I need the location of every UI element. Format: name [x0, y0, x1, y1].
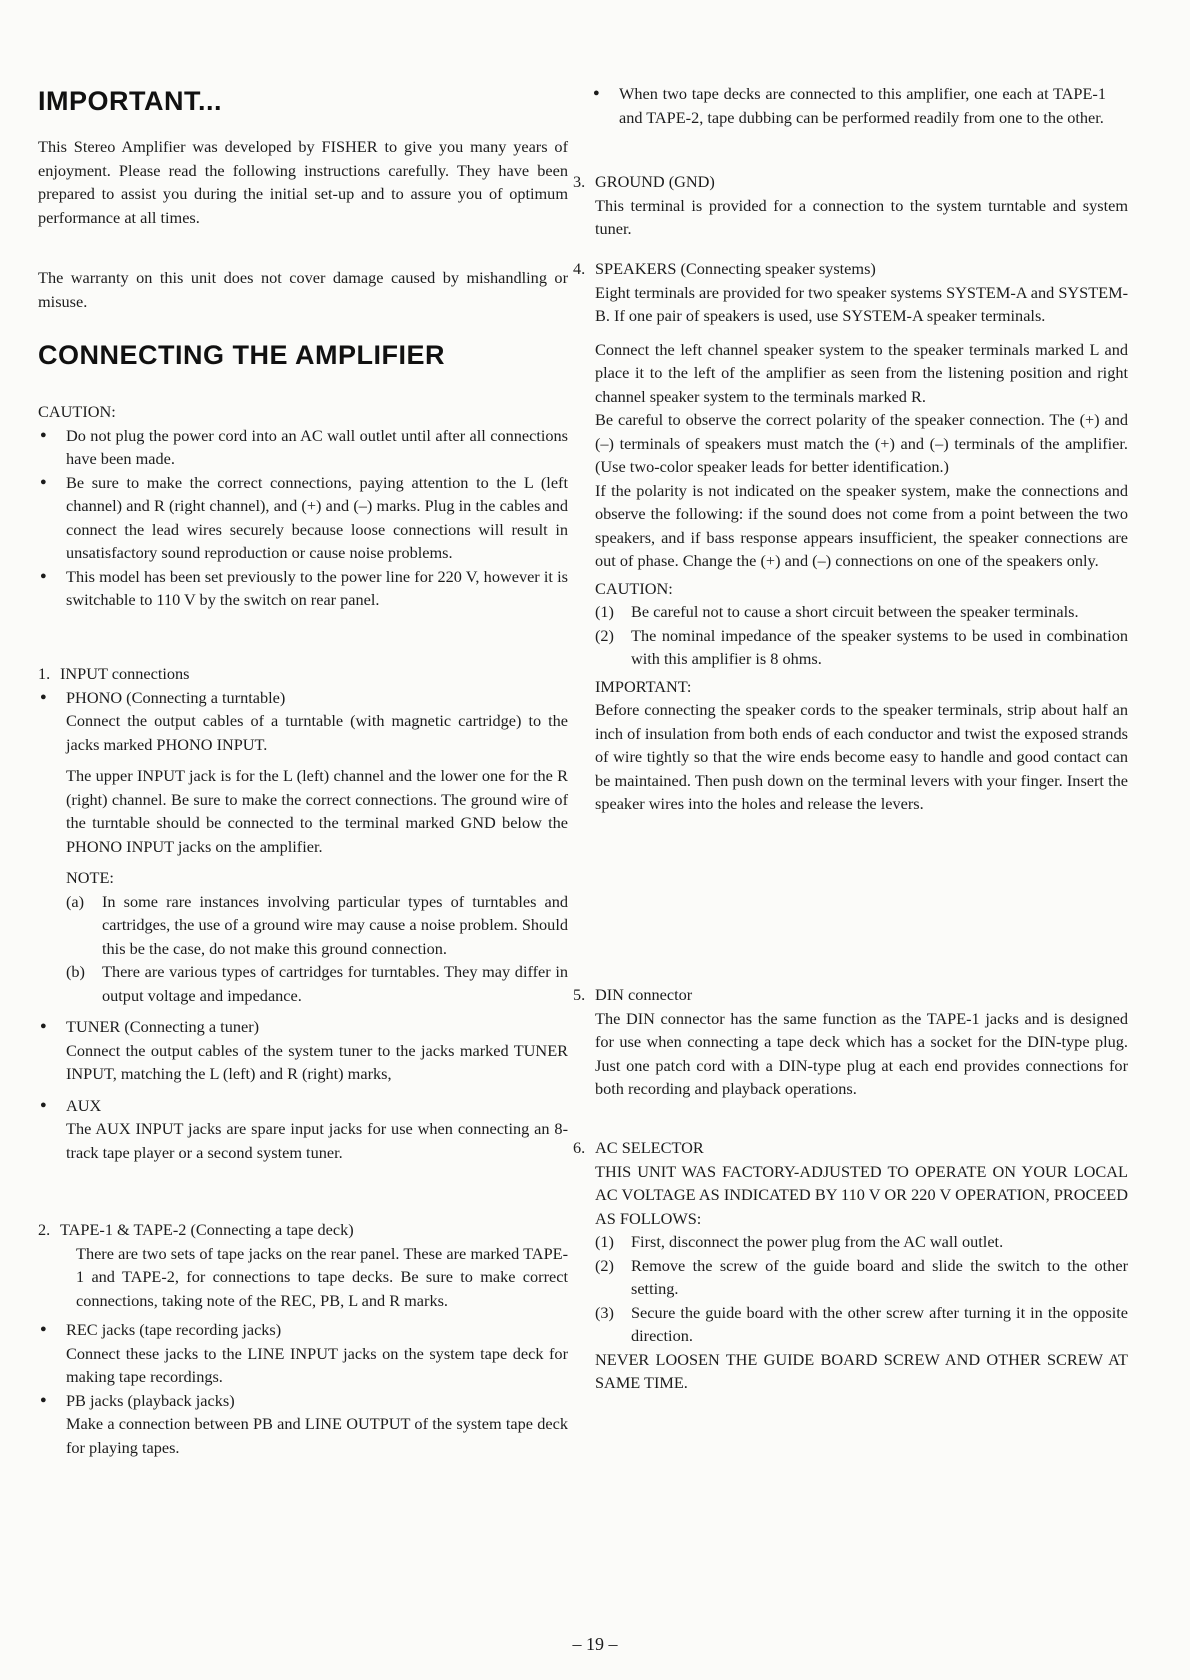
section-number: 3. — [573, 172, 586, 191]
din-text: The DIN connector has the same function as the TAPE-1 jacks and is designed for use when connecting a tape deck which has a socket for the DIN-type plug. Just one patch cord with a DIN-type plug at each end provides connections for both recording and playback operations. — [595, 1008, 1128, 1098]
ac-selector-section — [573, 1136, 1128, 1395]
ac-body — [573, 1160, 1128, 1395]
note-a: (a) In some rare instances involving particular types of turntables and cartridges, the use of a ground wire may cause a noise problem. Should this be the case, do not make this ground connection. — [66, 891, 568, 958]
caution-2-marker: (2) — [595, 625, 614, 645]
note-b-marker: (b) — [66, 962, 85, 981]
speakers-title-row: 4. SPEAKERS (Connecting speaker systems) — [573, 257, 1128, 281]
caution-label: CAUTION: — [38, 402, 116, 421]
caution-item: ● Do not plug the power cord into an AC wall outlet until after all connections have been made. — [38, 424, 568, 471]
dubbing-item: ● When two tape decks are connected to this amplifier, one each at TAPE-1 and TAPE-2, tape dubbing can be performed readily from one to the other. — [591, 82, 1106, 129]
phono-title: ● PHONO (Connecting a turntable) — [66, 687, 286, 707]
ac-step-1: (1) First, disconnect the power plug from the AC wall outlet. — [595, 1230, 1128, 1254]
caution-item: ● Be sure to make the correct connections, paying attention to the L (left channel) and R (right channel), and (+) and (–) marks. Plug in the cables and connect the lead wires securely because loose connections will result in unsatisfactory sound reproduction or cause noise problems. — [38, 471, 568, 565]
section-number: 5. — [573, 985, 586, 1004]
speakers-text-2: Connect the left channel speaker system to the speaker terminals marked L and place it to the left of the amplifier as seen from the listening position and right channel speaker system to the terminals marked R. — [595, 339, 1128, 406]
note-a-marker: (a) — [66, 891, 85, 911]
tape-text: There are two sets of tape jacks on the rear panel. These are marked TAPE-1 and TAPE-2, for connections to tape decks. Be sure to make correct connections, taking note of the REC, PB, L and R marks. — [76, 1243, 568, 1310]
warranty-paragraph: The warranty on this unit does not cover damage caused by mishandling or misuse. — [38, 268, 568, 311]
tuner-title: ● TUNER (Connecting a tuner) — [66, 1017, 260, 1036]
step-3-marker: (3) — [595, 1302, 614, 1322]
phono-text: Connect the output cables of a turntable (with magnetic cartridge) to the jacks marked PHONO INPUT. — [66, 711, 568, 754]
caution-item: ● This model has been set previously to the power line for 220 V, however it is switchable to 110 V by the switch on rear panel. — [38, 565, 568, 612]
speakers-caution-2: (2) The nominal impedance of the speaker systems to be used in combination with this amplifier is 8 ohms. — [595, 625, 1128, 668]
speakers-text-3: Be careful to observe the correct polarity of the speaker connection. The (+) and (–) terminals of speakers must match the (+) and (–) terminals of the amplifier. (Use two-color speaker leads for better identification.) — [595, 410, 1128, 476]
ground-title-row: 3. GROUND (GND) — [573, 170, 1128, 194]
ground-section — [573, 170, 1128, 241]
speakers-section — [573, 257, 1128, 816]
step-2-marker: (2) — [595, 1255, 614, 1275]
phono-item — [38, 686, 568, 1008]
aux-title: ● AUX — [66, 1095, 102, 1115]
section-number: 6. — [573, 1138, 586, 1157]
important-heading: IMPORTANT... — [38, 86, 222, 116]
ac-step-2: (2) Remove the screw of the guide board and slide the switch to the other setting. — [595, 1255, 1128, 1298]
ac-title-row: 6. AC SELECTOR — [573, 1136, 1128, 1160]
din-title-row: 5. DIN connector — [573, 983, 1128, 1007]
din-section — [573, 983, 1128, 1101]
speakers-important-text: Before connecting the speaker cords to the speaker terminals, strip about half an inch of insulation from both ends of each conductor and twist the exposed strands of wire tightly so that the wire ends become easy to handle and good contact can be maintained. Then push down on the terminal levers with your finger. Insert the speaker wires into the holes and release the levers. — [595, 700, 1128, 813]
ac-text: THIS UNIT WAS FACTORY-ADJUSTED TO OPERATE ON YOUR LOCAL AC VOLTAGE AS INDICATED BY 110 V OR 220 V OPERATION, PROCEED AS FOLLOWS: — [595, 1161, 1128, 1228]
caution-1-marker: (1) — [595, 602, 614, 621]
tape-title-row: 2. TAPE-1 & TAPE-2 (Connecting a tape deck) — [38, 1218, 568, 1242]
note-b: (b) There are various types of cartridges for turntables. They may differ in output voltage and impedance. — [66, 962, 568, 1005]
aux-item — [38, 1094, 568, 1165]
page-number: – 19 – — [572, 1634, 618, 1654]
rec-text: Connect these jacks to the LINE INPUT jacks on the system tape deck for making tape recordings. — [66, 1343, 568, 1386]
caution-section — [38, 400, 568, 612]
speakers-important-label: IMPORTANT: — [595, 676, 692, 696]
ground-text: This terminal is provided for a connection to the system turntable and system tuner. — [595, 195, 1128, 238]
ac-step-3: (3) Secure the guide board with the other screw after turning it in the opposite direction. — [595, 1302, 1128, 1345]
input-title: 1. INPUT connections — [38, 662, 568, 686]
ac-warning: NEVER LOOSEN THE GUIDE BOARD SCREW AND OTHER SCREW AT SAME TIME. — [595, 1349, 1128, 1392]
speakers-body — [573, 281, 1128, 816]
speakers-text-4: If the polarity is not indicated on the speaker system, make the connections and observe the following: if the sound does not come from a point between the two speakers, and if bass response appears insufficient, the speaker connections are out of phase. Change the (+) and (–) connections on one of the speakers only. — [595, 480, 1128, 570]
section-number: 2. — [38, 1220, 51, 1239]
phono-text-2: The upper INPUT jack is for the L (left) channel and the lower one for the R (right) channel. Be sure to make the correct connections. The ground wire of the turntable should be connected to the terminal marked GND below the PHONO INPUT jacks on the amplifier. — [66, 766, 568, 856]
connecting-heading: CONNECTING THE AMPLIFIER — [38, 340, 445, 370]
aux-text: The AUX INPUT jacks are spare input jacks for use when connecting an 8-track tape player or a second system tuner. — [66, 1119, 568, 1162]
tape-section — [38, 1218, 568, 1459]
tuner-text: Connect the output cables of the system tuner to the jacks marked TUNER INPUT, matching the L (left) and R (right) marks, — [66, 1040, 568, 1083]
speakers-caution-1: (1) Be careful not to cause a short circuit between the speaker terminals. — [595, 600, 1128, 624]
right-column — [573, 0, 1128, 1392]
pb-title: ● PB jacks (playback jacks) — [66, 1390, 235, 1410]
pb-item — [38, 1389, 568, 1460]
speakers-caution-label: CAUTION: — [595, 578, 673, 598]
pb-text: Make a connection between PB and LINE OUTPUT of the system tape deck for playing tapes. — [66, 1414, 568, 1457]
section-number: 4. — [573, 259, 586, 278]
input-section — [38, 662, 568, 1164]
rec-item — [38, 1318, 568, 1389]
speakers-text: Eight terminals are provided for two speaker systems SYSTEM-A and SYSTEM-B. If one pair of speakers is used, use SYSTEM-A speaker terminals. — [595, 282, 1128, 325]
tuner-item — [38, 1015, 568, 1086]
step-1-marker: (1) — [595, 1232, 614, 1251]
note-label: NOTE: — [66, 868, 114, 887]
section-number: 1. — [38, 664, 51, 683]
intro-paragraph: This Stereo Amplifier was developed by FISHER to give you many years of enjoyment. Please read the following instructions carefully. They have been prepared to assist you during the initial set-up and to assure you of optimum performance at all times. — [38, 137, 568, 227]
rec-title: ● REC jacks (tape recording jacks) — [66, 1320, 282, 1339]
